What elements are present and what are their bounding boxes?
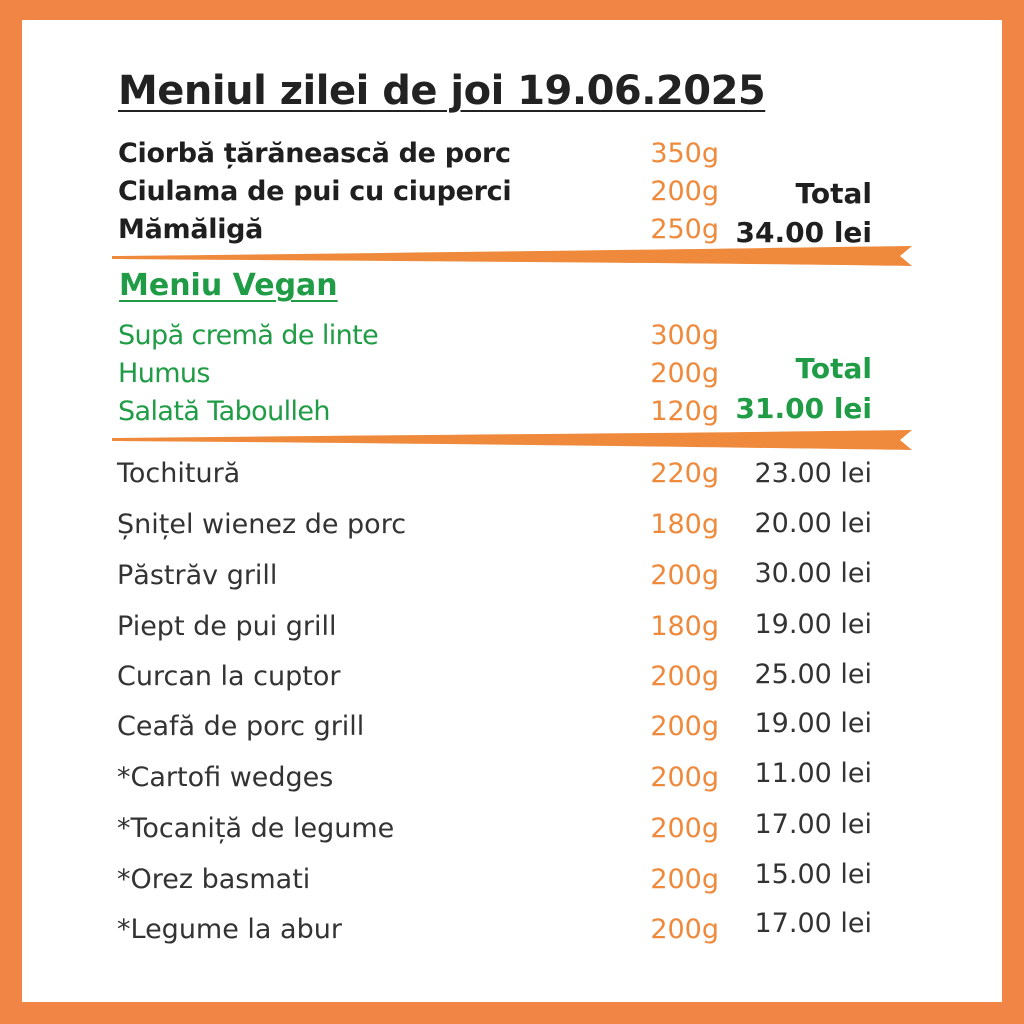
dish-price: 19.00 lei	[754, 609, 872, 640]
dish-price: 25.00 lei	[754, 659, 872, 690]
vegan-item-weight: 300g	[650, 320, 719, 351]
daily-total-label: Total	[795, 177, 872, 210]
dish-name: Șnițel wienez de porc	[117, 509, 407, 540]
dish-name: Păstrăv grill	[117, 560, 278, 591]
dish-weight: 200g	[650, 813, 719, 844]
dish-price: 17.00 lei	[754, 908, 872, 939]
dish-weight: 200g	[650, 661, 719, 692]
dish-price: 15.00 lei	[754, 859, 872, 890]
daily-item-weight: 250g	[650, 214, 719, 245]
dish-price: 17.00 lei	[754, 809, 872, 840]
dish-name: Tochitură	[117, 458, 241, 489]
dish-weight: 200g	[650, 864, 719, 895]
dish-name: *Orez basmati	[117, 864, 311, 895]
daily-item-name: Mămăligă	[118, 214, 264, 245]
vegan-total-price: 31.00 lei	[735, 392, 872, 425]
dish-name: Piept de pui grill	[117, 611, 337, 642]
dish-weight: 180g	[650, 509, 719, 540]
dish-weight: 220g	[650, 458, 719, 489]
dish-weight: 200g	[650, 914, 719, 945]
vegan-total-label: Total	[795, 352, 872, 385]
daily-item-name: Ciorbă țărănească de porc	[118, 138, 511, 169]
dish-name: Ceafă de porc grill	[117, 711, 365, 742]
dish-price: 23.00 lei	[754, 458, 872, 489]
dish-price: 30.00 lei	[754, 558, 872, 589]
dish-weight: 200g	[650, 711, 719, 742]
dish-price: 11.00 lei	[754, 758, 872, 789]
vegan-item-weight: 200g	[650, 358, 719, 389]
dish-price: 19.00 lei	[754, 708, 872, 739]
vegan-item-name: Supă cremă de linte	[118, 320, 379, 351]
vegan-item-weight: 120g	[650, 396, 719, 427]
dish-weight: 180g	[650, 611, 719, 642]
vegan-item-name: Salată Taboulleh	[118, 396, 330, 427]
daily-item-weight: 200g	[650, 176, 719, 207]
dish-weight: 200g	[650, 560, 719, 591]
dish-weight: 200g	[650, 762, 719, 793]
dish-name: *Cartofi wedges	[117, 762, 334, 793]
dish-name: *Tocaniță de legume	[117, 813, 395, 844]
dish-price: 20.00 lei	[754, 508, 872, 539]
dish-name: *Legume la abur	[117, 914, 342, 945]
dish-name: Curcan la cuptor	[117, 661, 341, 692]
vegan-heading: Meniu Vegan	[119, 268, 338, 303]
daily-total-price: 34.00 lei	[735, 216, 872, 249]
daily-item-weight: 350g	[650, 138, 719, 169]
vegan-item-name: Humus	[118, 358, 210, 389]
daily-item-name: Ciulama de pui cu ciuperci	[118, 176, 512, 207]
menu-title: Meniul zilei de joi 19.06.2025	[118, 68, 766, 114]
